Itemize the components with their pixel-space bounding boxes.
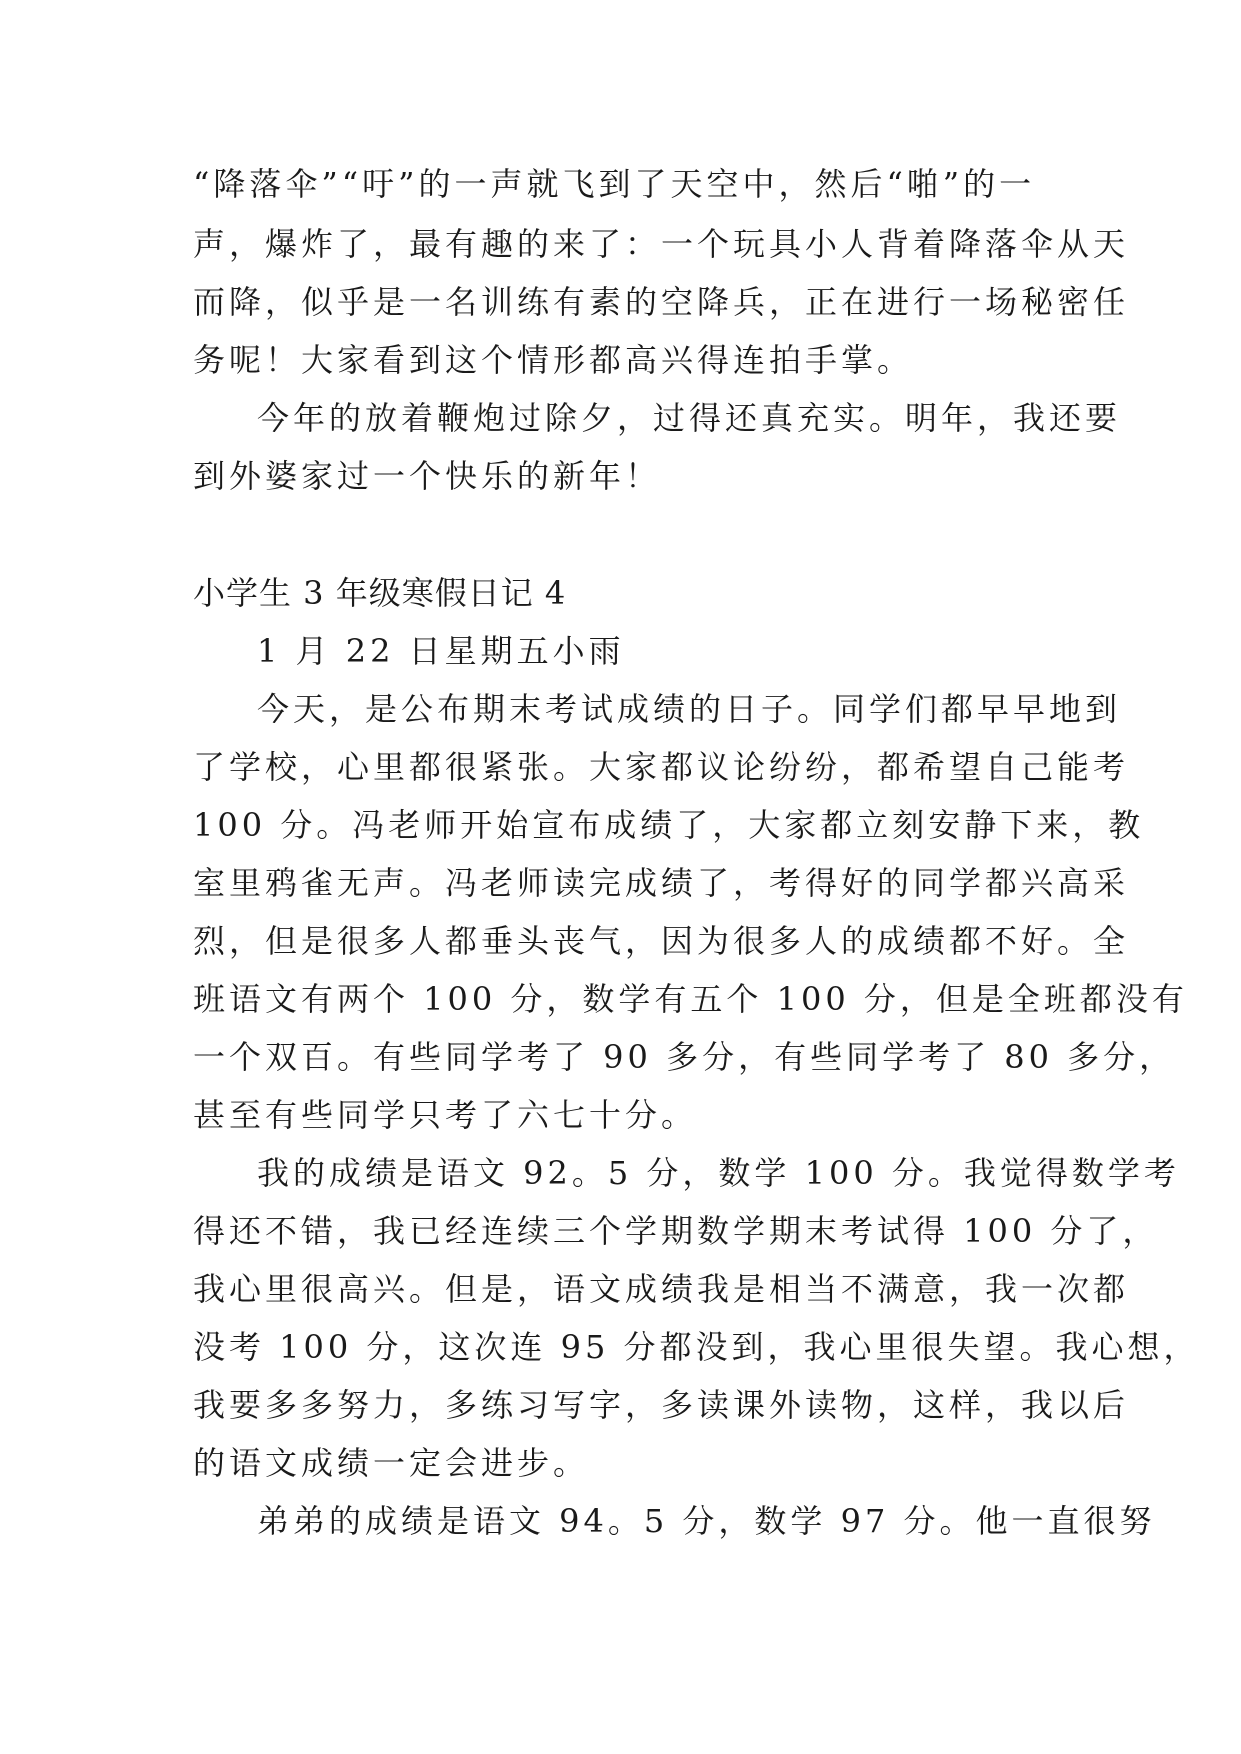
text-line: 今年的放着鞭炮过除夕，过得还真充实。明年，我还要 [257,399,1122,437]
text-line: 而降，似乎是一名训练有素的空降兵，正在进行一场秘密任 [193,283,1130,321]
text-line: 我的成绩是语文 92。5 分，数学 100 分。我觉得数学考 [257,1154,1180,1192]
text-line: 室里鸦雀无声。冯老师读完成绩了，考得好的同学都兴高采 [193,864,1130,902]
text-line: 的语文成绩一定会进步。 [193,1444,590,1482]
text-line: 声，爆炸了，最有趣的来了：一个玩具小人背着降落伞从天 [193,225,1130,263]
text-line: “降落伞”“吁”的一声就飞到了天空中，然后“啪”的一 [193,165,1036,203]
text-line: 甚至有些同学只考了六七十分。 [193,1096,698,1134]
text-line: 务呢！大家看到这个情形都高兴得连拍手掌。 [193,341,914,379]
text-line: 到外婆家过一个快乐的新年！ [193,457,662,495]
text-line: 今天，是公布期末考试成绩的日子。同学们都早早地到 [257,690,1122,728]
text-line: 我要多多努力，多练习写字，多读课外读物，这样，我以后 [193,1386,1130,1424]
text-line: 我心里很高兴。但是，语文成绩我是相当不满意，我一次都 [193,1270,1130,1308]
text-line: 一个双百。有些同学考了 90 多分，有些同学考了 80 多分， [193,1038,1176,1076]
text-line: 得还不错，我已经连续三个学期数学期末考试得 100 分了， [193,1212,1159,1250]
text-line: 烈，但是很多人都垂头丧气，因为很多人的成绩都不好。全 [193,922,1130,960]
text-line: 弟弟的成绩是语文 94。5 分，数学 97 分。他一直很努 [257,1502,1156,1540]
date-line: 1 月 22 日星期五小雨 [257,632,625,670]
section-title: 小学生 3 年级寒假日记 4 [193,574,567,612]
text-line: 没考 100 分，这次连 95 分都没到，我心里很失望。我心想， [193,1328,1200,1366]
text-line: 班语文有两个 100 分，数学有五个 100 分，但是全班都没有 [193,980,1188,1018]
text-line: 了学校，心里都很紧张。大家都议论纷纷，都希望自己能考 [193,748,1130,786]
text-line: 100 分。冯老师开始宣布成绩了，大家都立刻安静下来，教 [193,806,1145,844]
